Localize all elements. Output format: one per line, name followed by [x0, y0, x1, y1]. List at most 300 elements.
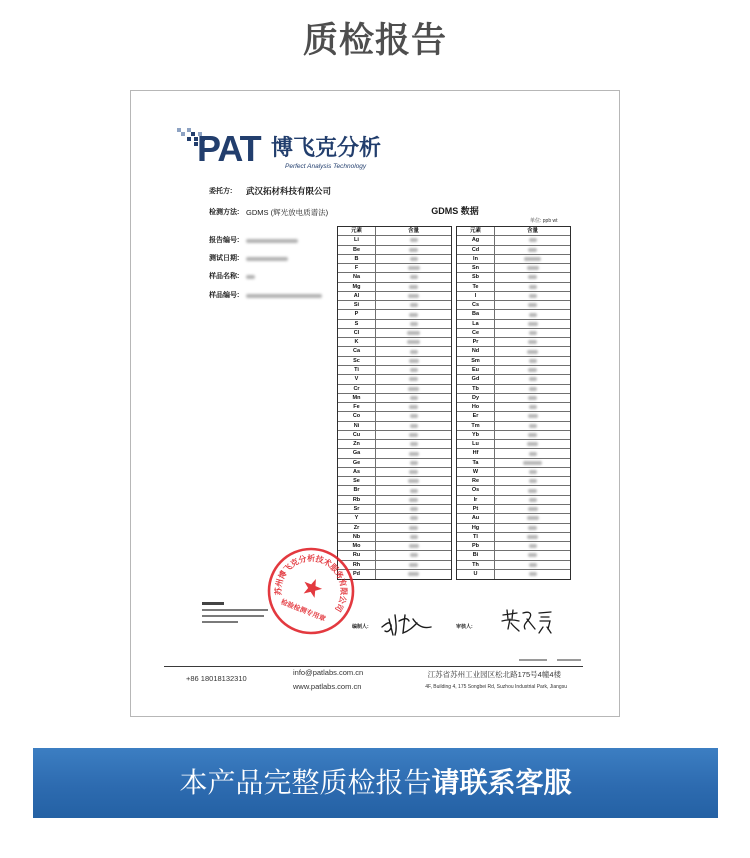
element-symbol: Er	[457, 412, 495, 420]
table-row	[457, 385, 570, 394]
redacted-value	[407, 331, 420, 335]
table-row	[338, 301, 451, 310]
content-cell	[376, 283, 451, 291]
document-revision	[557, 659, 581, 661]
redacted-value	[529, 238, 537, 242]
content-cell	[376, 570, 451, 579]
content-cell	[495, 505, 570, 513]
signature-reviewer	[499, 607, 557, 635]
content-cell	[376, 468, 451, 476]
redacted-value	[408, 572, 419, 576]
redacted-value	[246, 239, 298, 243]
data-title: GDMS 数据	[431, 206, 479, 216]
method-value: GDMS (辉光放电质谱法)	[246, 208, 329, 217]
element-symbol: La	[457, 320, 495, 328]
content-cell	[495, 236, 570, 244]
quality-report-document	[130, 90, 620, 717]
redacted-value	[246, 275, 255, 279]
table-row	[338, 514, 451, 523]
official-seal	[266, 546, 356, 636]
client-label: 委托方:	[209, 188, 233, 195]
redacted-value	[410, 322, 418, 326]
element-symbol: Hg	[457, 524, 495, 532]
content-cell	[376, 561, 451, 569]
redacted-value	[529, 498, 537, 502]
element-symbol: Ta	[457, 459, 495, 467]
content-cell	[376, 329, 451, 337]
element-symbol: Ti	[338, 366, 376, 374]
content-cell	[495, 477, 570, 485]
table-row	[457, 431, 570, 440]
redacted-value	[529, 377, 537, 381]
table-row	[457, 338, 570, 347]
element-symbol: Zn	[338, 440, 376, 448]
element-symbol: Sm	[457, 357, 495, 365]
redacted-value	[529, 479, 537, 483]
content-cell	[376, 236, 451, 244]
seal-bottom-text: 检验检测专用章	[279, 597, 327, 624]
table-row	[457, 561, 570, 570]
redacted-value	[410, 238, 418, 242]
table-row	[338, 431, 451, 440]
page-title: 质检报告	[302, 21, 447, 60]
element-symbol: Cs	[457, 301, 495, 309]
redacted-value	[409, 433, 418, 437]
redacted-value	[528, 275, 537, 279]
redacted-value	[528, 368, 537, 372]
table-row	[338, 347, 451, 356]
redacted-value	[529, 331, 537, 335]
element-symbol: Sc	[338, 357, 376, 365]
content-cell	[495, 422, 570, 430]
content-cell	[376, 496, 451, 504]
table-row	[457, 477, 570, 486]
element-symbol: Re	[457, 477, 495, 485]
element-symbol: Gd	[457, 375, 495, 383]
content-cell	[495, 514, 570, 522]
preparer-label: 编制人:	[352, 624, 369, 630]
element-symbol: Au	[457, 514, 495, 522]
element-symbol: U	[457, 570, 495, 579]
content-cell	[376, 347, 451, 355]
element-symbol: Be	[338, 246, 376, 254]
contact-banner	[33, 748, 718, 818]
redacted-value	[410, 257, 418, 261]
table-row	[338, 422, 451, 431]
footer-website: www.patlabs.com.cn	[293, 682, 362, 691]
element-symbol: Hf	[457, 449, 495, 457]
document-code	[519, 659, 547, 661]
redacted-value	[409, 526, 418, 530]
table-row	[457, 283, 570, 292]
element-symbol: Tl	[457, 533, 495, 541]
redacted-value	[409, 544, 419, 548]
redacted-value	[408, 294, 419, 298]
redacted-value	[409, 248, 418, 252]
element-symbol: Ca	[338, 347, 376, 355]
content-cell	[376, 449, 451, 457]
redacted-value	[529, 359, 537, 363]
table-row	[338, 310, 451, 319]
redacted-value	[529, 470, 537, 474]
element-symbol: Fe	[338, 403, 376, 411]
redacted-value	[529, 424, 537, 428]
content-cell	[376, 264, 451, 272]
element-symbol: Ba	[457, 310, 495, 318]
redacted-value	[524, 257, 541, 261]
content-cell	[495, 375, 570, 383]
element-symbol: Li	[338, 236, 376, 244]
table-row	[457, 422, 570, 431]
redacted-value	[528, 526, 537, 530]
redacted-value	[409, 313, 418, 317]
table-row	[338, 357, 451, 366]
content-cell	[376, 440, 451, 448]
content-cell	[376, 403, 451, 411]
content-cell	[495, 551, 570, 559]
header-element: 元素	[338, 227, 376, 235]
table-row	[338, 329, 451, 338]
table-row	[457, 412, 570, 421]
element-symbol: B	[338, 255, 376, 263]
element-symbol: Mn	[338, 394, 376, 402]
content-cell	[495, 329, 570, 337]
element-symbol: Mg	[338, 283, 376, 291]
element-symbol: Y	[338, 514, 376, 522]
redacted-value	[528, 396, 537, 400]
element-symbol: Ho	[457, 403, 495, 411]
table-row	[457, 301, 570, 310]
content-cell	[376, 431, 451, 439]
logo-brand: PAT	[197, 128, 261, 169]
table-row	[338, 496, 451, 505]
test-date-label: 测试日期:	[209, 255, 240, 262]
redacted-value	[527, 266, 539, 270]
element-symbol: Nd	[457, 347, 495, 355]
redacted-value	[409, 377, 418, 381]
redacted-value	[529, 313, 537, 317]
content-cell	[495, 292, 570, 300]
table-row	[457, 459, 570, 468]
client-value: 武汉拓材科技有限公司	[246, 186, 332, 196]
redacted-value	[410, 489, 418, 493]
content-cell	[495, 347, 570, 355]
table-row	[457, 570, 570, 579]
content-cell	[376, 366, 451, 374]
element-symbol: Cd	[457, 246, 495, 254]
table-row	[457, 236, 570, 245]
redacted-value	[410, 275, 418, 279]
content-cell	[376, 310, 451, 318]
table-row	[457, 329, 570, 338]
element-symbol: Ni	[338, 422, 376, 430]
content-cell	[495, 264, 570, 272]
element-symbol: I	[457, 292, 495, 300]
element-symbol: Ge	[338, 459, 376, 467]
statement-text	[202, 602, 272, 628]
redacted-value	[246, 294, 322, 298]
element-symbol: As	[338, 468, 376, 476]
header-content: 含量	[526, 227, 538, 234]
content-cell	[376, 486, 451, 494]
redacted-value	[529, 387, 537, 391]
content-cell	[495, 542, 570, 550]
element-symbol: Si	[338, 301, 376, 309]
element-symbol: Eu	[457, 366, 495, 374]
element-symbol: Pr	[457, 338, 495, 346]
redacted-value	[410, 535, 418, 539]
table-row	[457, 347, 570, 356]
content-cell	[495, 301, 570, 309]
element-symbol: Ce	[457, 329, 495, 337]
table-row	[457, 524, 570, 533]
table-row	[457, 264, 570, 273]
content-cell	[376, 505, 451, 513]
redacted-value	[528, 322, 538, 326]
content-cell	[376, 301, 451, 309]
redacted-value	[410, 414, 418, 418]
table-row	[457, 255, 570, 264]
content-cell	[495, 403, 570, 411]
table-row	[457, 440, 570, 449]
table-row	[457, 273, 570, 282]
table-row	[457, 514, 570, 523]
content-cell	[376, 320, 451, 328]
element-symbol: V	[338, 375, 376, 383]
content-cell	[376, 394, 451, 402]
table-row	[338, 440, 451, 449]
reviewer-label: 审核人:	[456, 624, 473, 630]
content-cell	[376, 357, 451, 365]
element-symbol: Os	[457, 486, 495, 494]
seal-top-text: 苏州博飞克分析技术服务有限公司	[273, 554, 349, 614]
redacted-value	[527, 350, 538, 354]
content-cell	[495, 283, 570, 291]
content-cell	[376, 412, 451, 420]
redacted-value	[408, 387, 419, 391]
table-row	[457, 394, 570, 403]
content-cell	[495, 385, 570, 393]
redacted-value	[527, 535, 538, 539]
redacted-value	[529, 405, 537, 409]
signature-preparer	[379, 609, 435, 637]
element-symbol: Se	[338, 477, 376, 485]
content-cell	[376, 524, 451, 532]
element-symbol: Nb	[338, 533, 376, 541]
redacted-value	[407, 340, 420, 344]
table-row	[457, 468, 570, 477]
table-row	[338, 459, 451, 468]
element-symbol: W	[457, 468, 495, 476]
element-symbol: Pt	[457, 505, 495, 513]
content-cell	[495, 273, 570, 281]
content-cell	[376, 273, 451, 281]
element-symbol: Sr	[338, 505, 376, 513]
table-row	[338, 246, 451, 255]
content-cell	[376, 385, 451, 393]
content-cell	[376, 375, 451, 383]
element-symbol: Cl	[338, 329, 376, 337]
redacted-value	[408, 266, 420, 270]
element-symbol: Al	[338, 292, 376, 300]
content-cell	[376, 533, 451, 541]
logo-tagline: Perfect Analysis Technology	[285, 163, 367, 170]
table-row	[338, 338, 451, 347]
sample-name-label: 样品名称:	[209, 273, 240, 280]
content-cell	[376, 477, 451, 485]
table-row	[338, 236, 451, 245]
redacted-value	[410, 368, 418, 372]
footer-address-en: 4F, Building 4, 175 Songbei Rd, Suzhou Industrial Park, Jiangsu	[425, 684, 567, 690]
footer-divider	[164, 666, 583, 667]
element-symbol: Ru	[338, 551, 376, 559]
element-symbol: Ir	[457, 496, 495, 504]
element-symbol: Cu	[338, 431, 376, 439]
redacted-value	[409, 452, 419, 456]
redacted-value	[409, 498, 418, 502]
table-row	[338, 486, 451, 495]
content-cell	[376, 338, 451, 346]
redacted-value	[409, 285, 418, 289]
table-row	[338, 449, 451, 458]
redacted-value	[408, 479, 419, 483]
content-cell	[495, 533, 570, 541]
content-cell	[495, 357, 570, 365]
table-row	[338, 273, 451, 282]
redacted-value	[527, 516, 539, 520]
element-symbol: Th	[457, 561, 495, 569]
table-row	[338, 375, 451, 384]
element-symbol: Cr	[338, 385, 376, 393]
element-symbol: Sn	[457, 264, 495, 272]
table-row	[338, 524, 451, 533]
table-row	[457, 310, 570, 319]
table-row	[457, 320, 570, 329]
sample-number-label: 样品编号:	[209, 292, 240, 299]
table-row	[338, 283, 451, 292]
content-cell	[495, 310, 570, 318]
table-row	[338, 320, 451, 329]
element-symbol: Tm	[457, 422, 495, 430]
content-cell	[495, 431, 570, 439]
element-symbol: Pb	[457, 542, 495, 550]
element-table-right	[456, 226, 571, 580]
content-cell	[495, 338, 570, 346]
table-row	[457, 357, 570, 366]
redacted-value	[409, 359, 419, 363]
content-cell	[495, 246, 570, 254]
redacted-value	[523, 461, 542, 465]
element-symbol: Sb	[457, 273, 495, 281]
element-symbol: In	[457, 255, 495, 263]
redacted-value	[528, 553, 537, 557]
redacted-value	[528, 248, 537, 252]
redacted-value	[246, 257, 288, 261]
method-label: 检测方法:	[209, 209, 240, 216]
redacted-value	[410, 350, 418, 354]
redacted-value	[410, 516, 418, 520]
redacted-value	[528, 507, 538, 511]
redacted-value	[410, 442, 418, 446]
table-header-row	[457, 227, 570, 236]
footer-phone: +86 18018132310	[186, 674, 247, 683]
content-cell	[495, 496, 570, 504]
table-row	[457, 403, 570, 412]
element-symbol: Mo	[338, 542, 376, 550]
table-row	[338, 403, 451, 412]
element-symbol: Lu	[457, 440, 495, 448]
redacted-value	[409, 563, 418, 567]
table-row	[338, 292, 451, 301]
redacted-value	[528, 414, 538, 418]
element-symbol: Pd	[338, 570, 376, 579]
footer-address-cn: 江苏省苏州工业园区松北路175号4幢4楼	[427, 670, 561, 679]
redacted-value	[529, 285, 537, 289]
table-row	[457, 375, 570, 384]
element-symbol: F	[338, 264, 376, 272]
redacted-value	[529, 452, 537, 456]
header-element: 元素	[457, 227, 495, 235]
table-row	[338, 264, 451, 273]
table-row	[338, 468, 451, 477]
content-cell	[376, 255, 451, 263]
table-row	[457, 449, 570, 458]
content-cell	[495, 412, 570, 420]
banner-text-regular: 本产品完整质检报告	[179, 767, 432, 798]
element-symbol: P	[338, 310, 376, 318]
table-row	[338, 394, 451, 403]
element-symbol: S	[338, 320, 376, 328]
content-cell	[376, 514, 451, 522]
redacted-value	[528, 433, 537, 437]
content-cell	[495, 255, 570, 263]
content-cell	[376, 459, 451, 467]
redacted-value	[410, 553, 418, 557]
logo-name-cn: 博飞克分析	[271, 135, 382, 160]
redacted-value	[410, 424, 418, 428]
element-symbol: Ag	[457, 236, 495, 244]
table-row	[457, 486, 570, 495]
content-cell	[495, 459, 570, 467]
table-row	[457, 551, 570, 560]
content-cell	[495, 524, 570, 532]
content-cell	[376, 246, 451, 254]
redacted-value	[529, 563, 537, 567]
table-row	[338, 385, 451, 394]
table-row	[338, 366, 451, 375]
content-cell	[376, 422, 451, 430]
element-symbol: Bi	[457, 551, 495, 559]
content-cell	[376, 551, 451, 559]
redacted-value	[527, 442, 538, 446]
redacted-value	[410, 396, 418, 400]
element-table-left	[337, 226, 452, 580]
redacted-value	[528, 303, 537, 307]
table-row	[338, 477, 451, 486]
content-cell	[495, 561, 570, 569]
table-row	[338, 412, 451, 421]
content-cell	[495, 449, 570, 457]
report-number-label: 报告编号:	[209, 237, 240, 244]
table-row	[457, 246, 570, 255]
content-cell	[495, 486, 570, 494]
table-row	[338, 505, 451, 514]
element-symbol: Zr	[338, 524, 376, 532]
content-cell	[495, 570, 570, 579]
redacted-value	[529, 294, 537, 298]
unit-label: 单位: ppb wt	[530, 218, 558, 224]
element-symbol: Rh	[338, 561, 376, 569]
